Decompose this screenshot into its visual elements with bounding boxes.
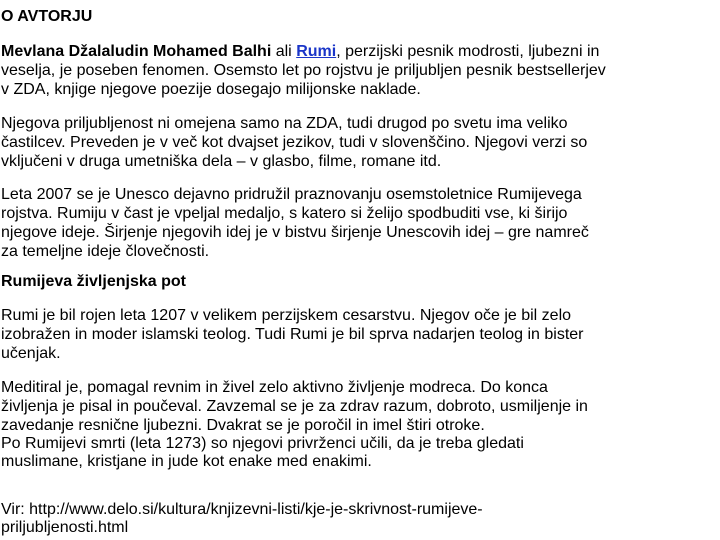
para3-line-4: za temeljne ideje človečnosti. bbox=[1, 243, 210, 260]
para5-line-2: življenja je pisal in poučeval. Zavzemal se je za zdrav razum, dobroto, usmiljenje in bbox=[1, 398, 588, 415]
para3-line-3: njegove ideje. Širjenje njegovih idej je v bistvu širjenje Unescovih idej – gre namreč bbox=[1, 224, 589, 241]
page-title: O AVTORJU bbox=[1, 8, 93, 25]
para5-line-4: Po Rumijevi smrti (leta 1273) so njegovi privrženci učili, da je treba gledati bbox=[1, 435, 524, 452]
author-name: Mevlana Džalaludin Mohamed Balhi bbox=[1, 43, 272, 60]
intro-connector: ali bbox=[271, 43, 297, 60]
section-heading: Rumijeva življenjska pot bbox=[1, 273, 186, 290]
para2-line-1: Njegova priljubljenost ni omejena samo na ZDA, tudi drugod po svetu ima veliko bbox=[1, 115, 568, 132]
rumi-link[interactable]: Rumi bbox=[296, 43, 337, 60]
para4-line-2: izobražen in moder islamski teolog. Tudi Rumi je bil sprva nadarjen teolog in bister bbox=[1, 326, 584, 343]
intro-line-3: v ZDA, knjige njegove poezije dosegajo milijonske naklade. bbox=[1, 81, 421, 98]
para4-line-1: Rumi je bil rojen leta 1207 v velikem perzijskem cesarstvu. Njegov oče je bil zelo bbox=[1, 307, 572, 324]
para5-line-3: zavedanje resnične ljubezni. Dvakrat se je poročil in imel štiri otroke. bbox=[1, 417, 485, 434]
para3-line-1: Leta 2007 se je Unesco dejavno pridružil praznovanju osemstoletnice Rumijevega bbox=[1, 186, 582, 203]
intro-line-1 bbox=[1, 42, 599, 61]
para2-line-2: častilcev. Preveden je v več kot dvajset jezikov, tudi v slovenščino. Njegovi verzi so bbox=[1, 134, 588, 151]
para2-line-3: vključeni v druga umetniška dela – v glasbo, filme, romane itd. bbox=[1, 153, 442, 170]
intro-line-2: veselja, je poseben fenomen. Osemsto let po rojstvu je priljubljen pesnik bestsellerjev bbox=[1, 62, 606, 79]
intro-line-1-rest: , perzijski pesnik modrosti, ljubezni in bbox=[336, 43, 600, 60]
para4-line-3: učenjak. bbox=[1, 345, 61, 362]
para5-line-1: Meditiral je, pomagal revnim in živel zelo aktivno življenje modreca. Do konca bbox=[1, 379, 548, 396]
source-line-1: Vir: http://www.delo.si/kultura/knjizevni-listi/kje-je-skrivnost-rumijeve- bbox=[1, 501, 483, 518]
source-line-2: priljubljenosti.html bbox=[1, 519, 129, 536]
para3-line-2: rojstva. Rumiju v čast je vpeljal medaljo, s katero si želijo spodbuditi vse, ki širijo bbox=[1, 205, 568, 222]
para5-line-5: muslimane, kristjane in jude kot enake med enakimi. bbox=[1, 453, 372, 470]
